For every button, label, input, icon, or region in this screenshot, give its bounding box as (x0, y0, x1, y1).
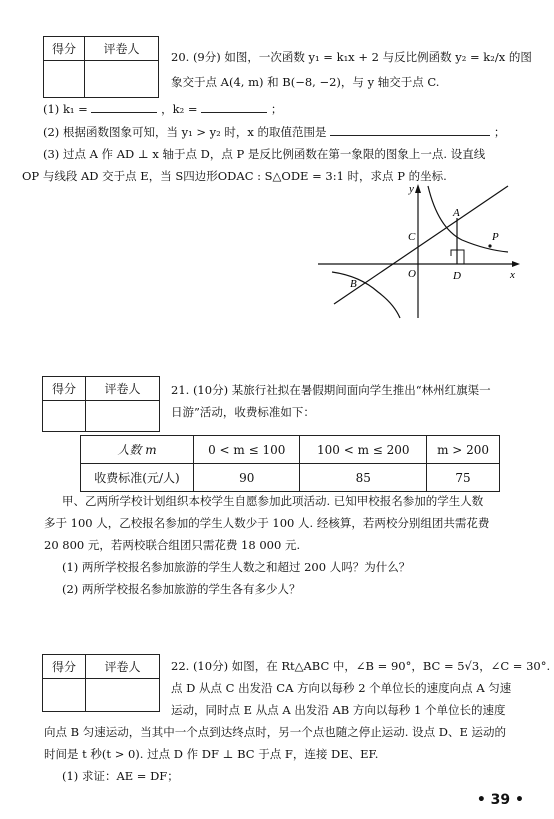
grader-cell (85, 61, 159, 98)
table-row (81, 464, 500, 492)
score-label: 得分 (43, 655, 86, 679)
score-cell (44, 61, 85, 98)
q20-part1-k1: (1) k₁ = (43, 102, 88, 116)
linear-function-line (334, 186, 508, 304)
grader-cell (86, 679, 160, 712)
label-x: x (510, 269, 515, 281)
table-header-row (81, 436, 500, 464)
fee-table (80, 435, 500, 492)
table-header-cell: m > 200 (427, 436, 500, 464)
q20-line2: 象交于点 A(4, m) 和 B(−8, −2)，与 y 轴交于点 C. (171, 75, 440, 89)
point-P (488, 244, 491, 247)
right-angle-mark (451, 250, 457, 256)
score-cell (43, 679, 86, 712)
table-cell: 收费标准(元/人) (81, 464, 194, 492)
q20-part2-end: ； (493, 125, 506, 139)
label-D: D (453, 270, 461, 282)
q21-para1: 甲、乙两所学校计划组织本校学生自愿参加此项活动. 已知甲校报名参加的学生人数 (62, 494, 484, 508)
grader-label: 评卷人 (86, 655, 160, 679)
answer-blank-range[interactable] (330, 135, 490, 136)
table-cell: 75 (427, 464, 500, 492)
table-header-cell: 0 < m ≤ 100 (194, 436, 300, 464)
q22-line4: 向点 B 匀速运动，当其中一个点到达终点时，另一个点也随之停止运动. 设点 D、E 运动的 (44, 725, 506, 739)
answer-blank-k2[interactable] (201, 112, 267, 113)
label-O: O (408, 268, 416, 280)
q20-part1-end: ； (270, 102, 283, 116)
score-cell (43, 401, 86, 432)
q20-part2-text: (2) 根据函数图象可知，当 y₁ > y₂ 时，x 的取值范围是 (43, 125, 327, 139)
q20-line1: 20. (9分) 如图，一次函数 y₁ = k₁x + 2 与反比例函数 y₂ = k₂/x 的图 (171, 50, 532, 64)
label-C: C (408, 231, 416, 243)
q21-sub1: (1) 两所学校报名参加旅游的学生人数之和超过 200 人吗？为什么？ (62, 560, 411, 574)
q20-part1 (43, 99, 282, 120)
q21-line2: 日游”活动，收费标准如下： (171, 405, 315, 419)
grader-label: 评卷人 (85, 37, 159, 61)
q22-line1: 22. (10分) 如图，在 Rt△ABC 中，∠B = 90°，BC = 5√3，∠C = 30°. (171, 659, 551, 673)
q20-part3-line1: (3) 过点 A 作 AD ⊥ x 轴于点 D，点 P 是反比例函数在第一象限的图象上一点. 设直线 (43, 147, 486, 161)
q22-line5: 时间是 t 秒(t > 0). 过点 D 作 DF ⊥ BC 于点 F，连接 DE、EF. (44, 747, 379, 761)
q22-line3: 运动，同时点 E 从点 A 出发沿 AB 方向以每秒 1 个单位长的速度 (171, 703, 506, 717)
label-y: y (409, 183, 414, 195)
function-graph (316, 180, 524, 320)
grader-cell (86, 401, 160, 432)
hyperbola-branch-q3 (332, 272, 400, 318)
q21-line1: 21. (10分) 某旅行社拟在暑假期间面向学生推出“林州红旗渠一 (171, 383, 491, 397)
score-label: 得分 (43, 377, 86, 401)
table-cell: 85 (300, 464, 427, 492)
x-axis-arrow (512, 261, 520, 267)
label-A: A (453, 207, 460, 219)
q20-part3-line2: OP 与线段 AD 交于点 E，当 S四边形ODAC : S△ODE = 3:1 时，求点 P 的坐标. (22, 169, 447, 183)
q20-part1-k2: ，k₂ = (161, 102, 198, 116)
q22-line2: 点 D 从点 C 出发沿 CA 方向以每秒 2 个单位长的速度向点 A 匀速 (171, 681, 512, 695)
page-number: • 39 • (476, 792, 524, 808)
label-P: P (492, 231, 499, 243)
q22-sub1: (1) 求证：AE = DF； (62, 769, 179, 783)
right-angle-box (457, 250, 464, 264)
table-header-cell: 100 < m ≤ 200 (300, 436, 427, 464)
q20-part2 (43, 122, 505, 143)
q21-para2: 多于 100 人，乙校报名参加的学生人数少于 100 人. 经核算，若两校分别组团共需花费 (44, 516, 490, 530)
q21-sub2: (2) 两所学校报名参加旅游的学生各有多少人？ (62, 582, 301, 596)
table-cell: 90 (194, 464, 300, 492)
table-header-cell: 人数 m (81, 436, 194, 464)
q21-para3: 20 800 元，若两校联合组团只需花费 18 000 元. (44, 538, 301, 552)
score-box-q20 (43, 36, 159, 98)
score-box-q22 (42, 654, 160, 712)
grader-label: 评卷人 (86, 377, 160, 401)
y-axis-arrow (415, 184, 421, 193)
label-B: B (350, 278, 357, 290)
score-label: 得分 (44, 37, 85, 61)
score-box-q21 (42, 376, 160, 432)
answer-blank-k1[interactable] (91, 112, 157, 113)
